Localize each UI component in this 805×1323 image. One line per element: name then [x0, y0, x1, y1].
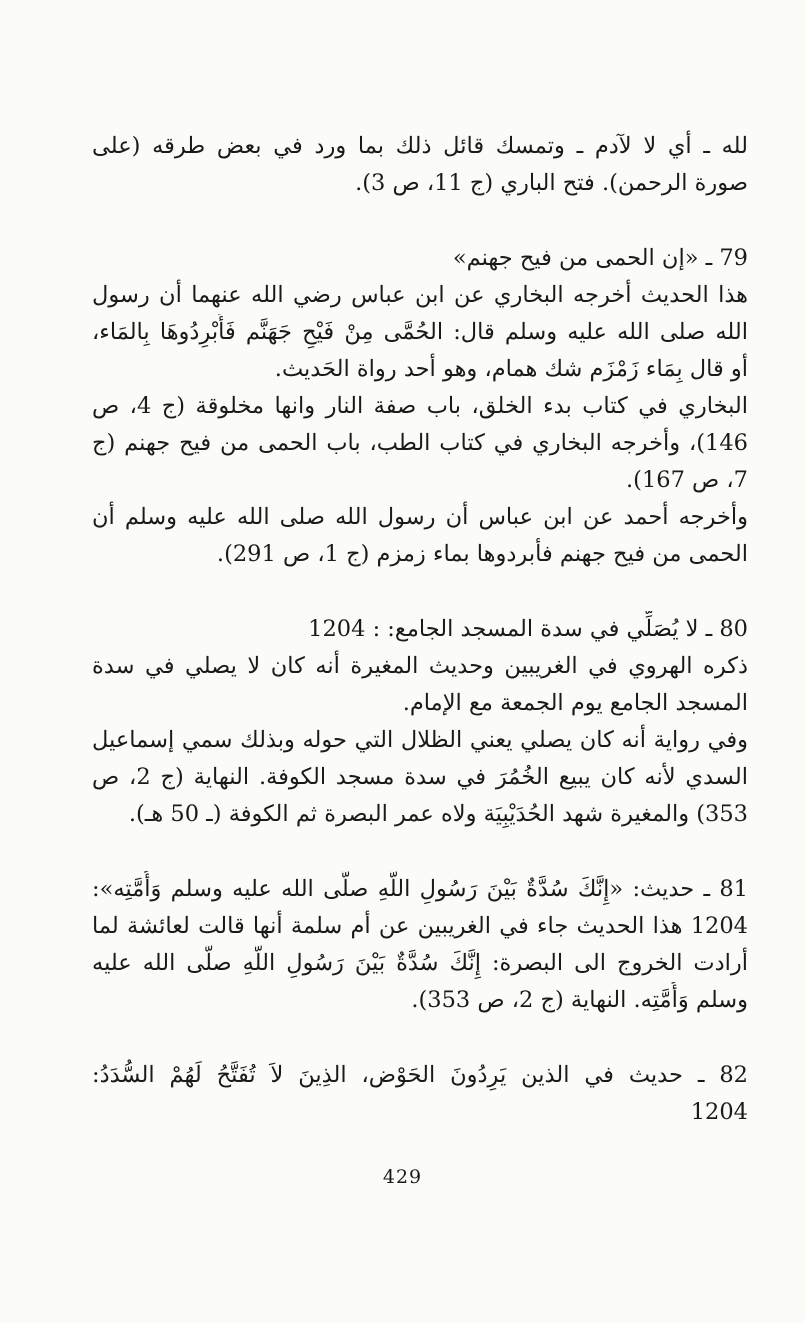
- entry-heading: 82 ـ حديث في الذين يَرِدُونَ الحَوْض، الذِينَ لاَ تُفَتَّحُ لَهُمْ السُّدَدُ:: [92, 1062, 748, 1088]
- text-line: المسجد الجامع يوم الجمعة مع الإمام.: [402, 690, 748, 716]
- text-line: صورة الرحمن). فتح الباري (ج 11، ص 3).: [355, 170, 748, 196]
- entry-82: [92, 1057, 748, 1131]
- entry-heading: 80 ـ لا يُصَلِّي في سدة المسجد الجامع: : 1204: [308, 616, 748, 642]
- text-line: الحمى من فيح جهنم فأبردوها بماء زمزم (ج 1، ص 291).: [216, 541, 748, 567]
- entry-80: [92, 611, 748, 833]
- entry-81: [92, 871, 748, 1019]
- text-line: 353) والمغيرة شهد الحُدَيْبِيَة ولاه عمر البصرة ثم الكوفة (ـ 50 هـ).: [128, 801, 748, 827]
- section-gap: [92, 202, 748, 240]
- text-line: الله صلى الله عليه وسلم قال: الحُمَّى مِنْ فَيْحِ جَهَنَّم فَأَبْرِدُوهَا بِالمَاء،: [92, 319, 748, 345]
- section-gap: [92, 1019, 748, 1057]
- text-line: 1204: [690, 1099, 748, 1125]
- section-gap: [92, 573, 748, 611]
- text-line: هذا الحديث أخرجه البخاري عن ابن عباس رضي الله عنهما أن رسول: [92, 282, 748, 308]
- text-line: السدي لأنه كان يبيع الخُمُرَ في سدة مسجد الكوفة. النهاية (ج 2، ص: [92, 764, 748, 790]
- text-line: 1204 هذا الحديث جاء في الغريبين عن أم سلمة أنها قالت لعائشة لما: [92, 913, 748, 939]
- text-column: [92, 128, 748, 1131]
- entry-79: [92, 240, 748, 573]
- text-line: وسلم وَأُمَّتِه. النهاية (ج 2، ص 353).: [411, 987, 748, 1013]
- text-line: لله ـ أي لا لآدم ـ وتمسك قائل ذلك بما ورد في بعض طرقه (على: [92, 133, 748, 159]
- section-gap: [92, 833, 748, 871]
- entry-heading: 81 ـ حديث: «إِنَّكَ سُدَّةٌ بَيْنَ رَسُولِ اللَّهِ صلَّى الله عليه وسلم وَأُمَّتِه»:: [92, 876, 748, 902]
- text-line: البخاري في كتاب بدء الخلق، باب صفة النار وانها مخلوقة (ج 4، ص: [92, 393, 748, 419]
- text-line: أرادت الخروج الى البصرة: إِنَّكَ سُدَّةٌ بَيْنَ رَسُولِ اللَّهِ صلَّى الله عليه: [92, 950, 748, 976]
- entry-heading: 79 ـ «إن الحمى من فيح جهنم»: [452, 245, 748, 271]
- text-line: وأخرجه أحمد عن ابن عباس أن رسول الله صلى الله عليه وسلم أن: [92, 504, 748, 530]
- text-line: ذكره الهروي في الغريبين وحديث المغيرة أنه كان لا يصلي في سدة: [92, 653, 748, 679]
- page-number: 429: [382, 1166, 423, 1188]
- text-line: وفي رواية أنه كان يصلي يعني الظلال التي حوله وبذلك سمي إسماعيل: [92, 727, 748, 753]
- text-line: 7، ص 167).: [626, 467, 748, 493]
- paragraph-continuation: [92, 128, 748, 202]
- text-line: 146)، وأخرجه البخاري في كتاب الطب، باب الحمى من فيح جهنم (ج: [92, 430, 748, 456]
- text-line: أو قال بِمَاء زَمْزَم شك همام، وهو أحد رواة الحَديث.: [274, 356, 748, 382]
